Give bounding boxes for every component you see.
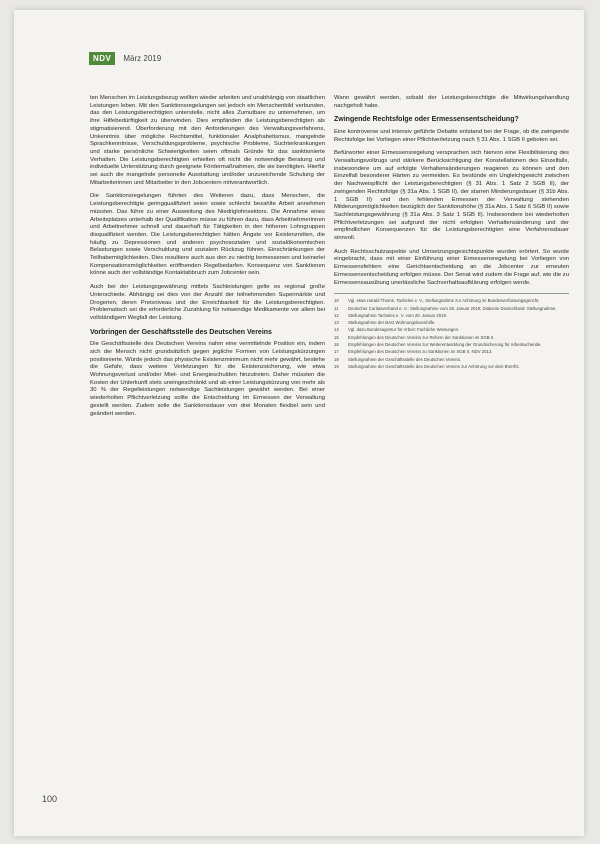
paragraph: ten Menschen im Leistungsbezug wollten wieder arbeiten und unabhängig von staatlichen Leistungen leben. Mit den Sanktionsregelungen sei jedoch ein Menschenbild verbunden, das den Leistungsberechtigten unterstelle, nicht alles Zumutbare zu unternehmen, um ihre Hilfebedürftigkeit zu überwinden. Dies empfänden die Leistungsberechtigten als stigmatisierend. Überforderung mit den Anforderungen des Verwaltungsverfahrens, Unkenntnis über mögliche Rechtsmittel, funktionaler Analphabetismus, mangelnde Sprachkenntnisse, Verschuldungsprobleme, psychische Probleme, Suchterkrankungen und starke persönliche Schwierigkeiten seien oftmals Gründe für das sanktionierte Verhalten. Die Leistungsberechtigten erhielten oft nicht die notwendige Beratung und individuelle Unterstützung durch geeignete Fördermaßnahmen, die sie benötigten. Hierfür sei auch die mangelnde personelle Ausstattung und/oder unzureichende Schulung der Mitarbeiterinnen und Mitarbeiter in den Jobcentern mitverantwortlich.: [90, 95, 325, 186]
footnote-number: 18: [334, 356, 339, 362]
issue-date: März 2019: [123, 53, 162, 63]
footnote-number: 14: [334, 327, 339, 333]
footnote-text: Deutscher Caritasverband e. V.: Stellungnahme vom 28. Januar 2019; Diakonie Deutschland: Stellungnahme.: [348, 305, 557, 311]
section-heading: Zwingende Rechtsfolge oder Ermessensentscheidung?: [334, 116, 519, 124]
paragraph: Auch Rechtsschutzaspekte und Umsetzungsgesichtspunkte wurden erörtert. So wurde eingebracht, dass mit einer Einführung einer Ermessensregelung bei Vorliegen von Ermessensfehlern eine Gerichtsentscheidung an die Jobcenter zur erneuten Ermessensentscheidung erfolgen müsse. Der Senat wird zudem die Frage auf, wie die zu Ermessensausübung unerlässliche Sachverhaltsaufklärung erfolgen werde.: [334, 248, 569, 286]
footnote: [334, 335, 569, 340]
section-heading: Vorbringen der Geschäftsstelle des Deutschen Vereins: [90, 328, 272, 336]
footnote: [334, 320, 569, 325]
footnote-number: 10: [334, 298, 339, 304]
paragraph: Die Geschäftsstelle des Deutschen Vereins nahm eine vermittelnde Position ein, indem sich der Mensch nicht grundsätzlich gegen jegliche Formen von Leistungskürzungen positionierte. Würde jedoch das physische Existenzminimum nicht mehr gewährt, bestehe die Gefahr, dass weitere Verletzungen für die Existenzsicherung, wie etwa Wohnungsverlust und/oder Miet- und Energieschulden hinzutreten. Daher müssten die Kosten der Unterkunft stets uneingeschränkt und ab einer Leistungskürzung von mehr als 30 % der Regelleistungen notwendige Sachleistungen gewährt werden. Bei einer wiederholten Pflichtverletzung sollte die Entscheidung im Ermessen der Verwaltung gestellt werden. Zudem solle die Sanktionsdauer von drei Monaten flexibel sein und geändert werden.: [90, 341, 325, 417]
footnote: [334, 327, 569, 332]
paragraph: Befürworter einer Ermessensregelung versprachen sich hiervon eine Flexibilisierung des Verwaltungsvollzugs und stärkere Berücksichtigung der Konstellationen des Einzelfalls, insbesondere um auf erfolgte Verhaltensänderungen reagieren zu können und den Einzelfall besonderer Härten zu vermeiden. Es bestünde ein Ungleichgewicht zwischen der Nachweispflicht der Leistungsberechtigten (§ 31 Abs. 1 Satz 2 SGB II), der zwingenden Rechtsfolge (§ 31a Abs. 1 SGB II), der starren Minderungsdauer (§ 31b Abs. 1 SGB II) und den fehlenden Ermessen der Verwaltung stehenden Milderungsmöglichkeiten bezüglich der Sanktionshöhe (§ 31a Abs. 1 Satz 6 SGB II) sowie Sachleistungsgewährung (§ 31a Abs. 3 Satz 1 SGB II). Insbesondere bei wiederholten Pflichtverletzungen sei aufgrund der nicht erfolgten Verhaltensänderung und der empfindlichen Konsequenzen für die Leistungsberechtigten eine Verfahrensdauer sinnvoll.: [334, 150, 569, 242]
footnote: [334, 357, 569, 362]
footnote: [334, 349, 569, 354]
footnote: [334, 364, 569, 369]
paragraph: Die Sanktionsregelungen führten des Weiteren dazu, dass Menschen, die Leistungsberechtigte geringqualifiziert seien sowie schlecht bezahlte Arbeit annehmen müssten. Das führe zu einer Ausweitung des Niedriglohnsektors. Die Annahme eines Arbeitsplatzes unterhalb der Qualifikation müsse zu führen dazu, dass Arbeitnehmerinnen und Arbeitnehmer schnell und dauerhaft für Tätigkeiten in den höheren Lohngruppen disqualifiziert werden. Die Leistungsberechtigten hätten Ängste vor Existenznöten, die häufig zu Depressionen und anderen psychosozialen und sozialökonomischen Belastungen sowie Verschuldung und sozialem Rückzug führen. Einschränkungen der Teilhabemöglichkeiten. Dies resultiere auch aus den zu niedrig bemessenen und keinerlei Kompensationsmöglichkeiten eröffnenden Regelbedarfen. Konsequenz von Sanktionen könne auch der vollständige Kontaktabbruch zum Jobcenter sein.: [90, 193, 325, 277]
footnote-number: 13: [334, 320, 339, 326]
footnote-number: 11: [334, 305, 339, 311]
footnote-text: Stellungnahme Tacheles e. V. vom 20. Januar 2019.: [348, 312, 448, 318]
footnote-number: 16: [334, 342, 339, 348]
footnote-number: 15: [334, 334, 339, 340]
footnote-number: 17: [334, 349, 339, 355]
journal-logo: NDV: [89, 52, 115, 65]
paragraph: Eine kontroverse und intensiv geführte Debatte entstand bei der Frage, ob die zwingende Rechtsfolge bei Vorliegen einer Pflichtverletzung nach § 31 Abs. 1 SGB II geboten sei.: [334, 128, 569, 143]
page-header: [89, 51, 161, 65]
footnote-text: Stellungnahme der Geschäftsstelle des Deutschen Vereins.: [348, 356, 462, 362]
footnote-text: Stellungnahme der BAG Wohnungslosenhilfe.: [348, 320, 436, 326]
footnote-number: 12: [334, 312, 339, 318]
paragraph: Auch bei der Leistungsgewährung mittels Sachleistungen gelte es regional große Unterschiede. Abhängig sei dies von der Anzahl der teilnehmenden Supermärkte und Drogerien, deren Preisniveau und der Erreichbarkeit für die Leistungsberechtigten. Problematisch sei die erforderliche Zuzahlung für notwendige Medikamente vor allem bei vollständigem Wegfall der Leistung.: [90, 284, 325, 321]
footnote-text: Vgl. etwa Harald Thomé, Tacheles e. V., Stellungnahme zur Anhörung im Bundesverfassungsgericht.: [348, 298, 540, 304]
paragraph: Wann gewährt werden, sobald der Leistungsberechtigte die Mitwirkungshandlung nachgeholt habe.: [334, 95, 569, 109]
footnote-text: Empfehlungen des Deutschen Vereins zur Weiterentwicklung der Grundsicherung für Arbeitsuchende.: [348, 342, 542, 348]
footnote: [334, 342, 569, 347]
footnote-text: Vgl. dazu Bundesagentur für Arbeit: Fachliche Weisungen.: [348, 327, 460, 333]
footnote-number: 19: [334, 363, 339, 369]
footnote: [334, 313, 569, 318]
footnote: [334, 298, 569, 303]
footnote-text: Empfehlungen des Deutschen Vereins zur Reform der Sanktionen im SGB II.: [348, 334, 495, 340]
document-page: [14, 10, 584, 836]
page-number: 100: [42, 794, 58, 804]
footnotes: [334, 293, 569, 369]
right-column: [334, 95, 569, 371]
footnote-text: Stellungnahme der Geschäftsstelle des Deutschen Vereins zur Anhörung vor dem BVerfG.: [348, 363, 520, 369]
left-column: [90, 95, 325, 424]
footnote: [334, 306, 569, 311]
footnote-text: Empfehlungen des Deutschen Vereins zu Sanktionen im SGB II, NDV 2013.: [348, 349, 493, 355]
